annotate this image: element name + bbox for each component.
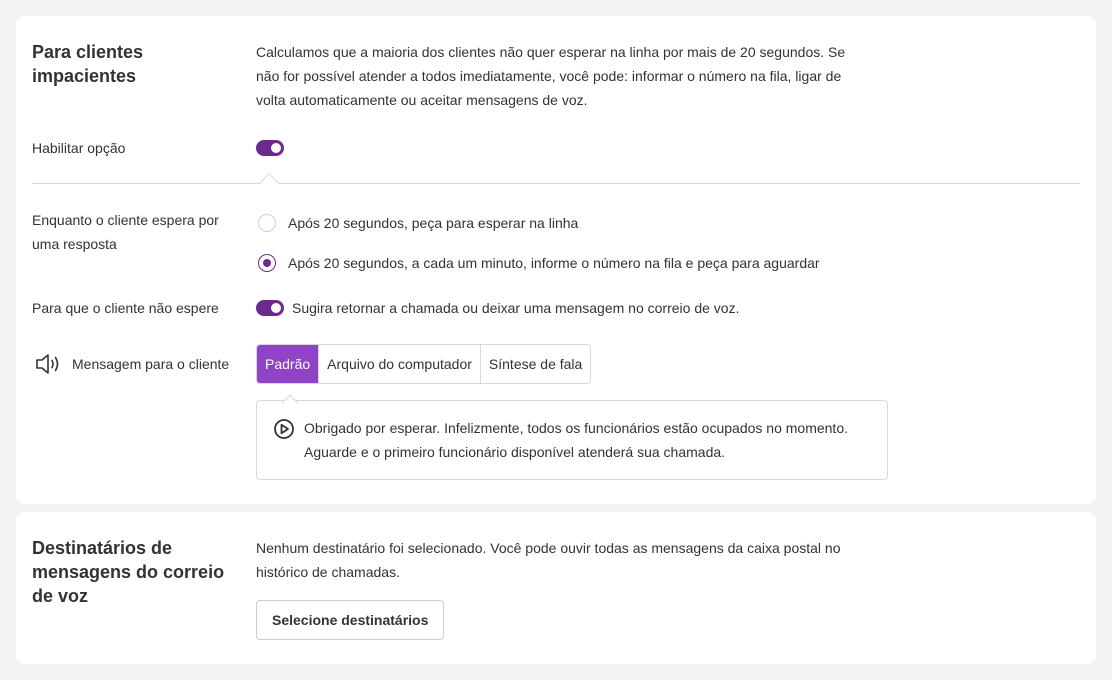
wait-option-2[interactable] <box>258 251 820 275</box>
message-preview <box>256 400 888 480</box>
play-icon[interactable] <box>273 418 295 440</box>
section-title: Destinatários de mensagens do correio de voz <box>32 538 225 606</box>
speaker-icon <box>36 353 62 375</box>
radio-button[interactable] <box>258 254 276 272</box>
message-text: Obrigado por esperar. Infelizmente, todos os funcionários estão ocupados no momento. Aguarde e o primeiro funcionário disponível atenderá sua chamada. <box>304 420 848 460</box>
radio-dot <box>263 259 271 267</box>
no-wait-label: Para que o cliente não espere <box>32 300 219 316</box>
radio-label: Após 20 segundos, peça para esperar na linha <box>288 215 579 231</box>
radio-label: Após 20 segundos, a cada um minuto, informe o número na fila e peça para aguardar <box>288 255 820 271</box>
no-wait-toggle[interactable] <box>256 300 284 316</box>
impatient-customers-card <box>16 16 1096 504</box>
toggle-knob <box>271 303 281 313</box>
toggle-knob <box>271 143 281 153</box>
wait-option-1[interactable] <box>258 211 578 235</box>
message-label: Mensagem para o cliente <box>72 356 230 372</box>
divider <box>32 183 1080 184</box>
enable-option-toggle[interactable] <box>256 140 284 156</box>
no-wait-toggle-text: Sugira retornar a chamada ou deixar uma mensagem no correio de voz. <box>292 300 740 316</box>
voicemail-recipients-card <box>16 512 1096 664</box>
tab-computer-file[interactable]: Arquivo do computador <box>318 345 480 383</box>
enable-option-label: Habilitar opção <box>32 140 126 156</box>
tab-default[interactable]: Padrão <box>257 345 318 383</box>
divider-pointer <box>259 173 279 193</box>
section-description: Calculamos que a maioria dos clientes não quer esperar na linha por mais de 20 segundos. Se não for possível atender a todos imediatamente, você pode: informar o número na fila, ligar de volta automaticamente ou aceitar mensagens de voz. <box>256 44 846 108</box>
message-source-tabs <box>256 344 591 384</box>
radio-button[interactable] <box>258 214 276 232</box>
select-recipients-button[interactable]: Selecione destinatários <box>256 600 444 640</box>
wait-label: Enquanto o cliente espera por uma resposta <box>32 212 219 252</box>
section-title: Para clientes impacientes <box>32 42 144 86</box>
tab-speech-synthesis[interactable]: Síntese de fala <box>480 345 590 383</box>
section-description: Nenhum destinatário foi selecionado. Você pode ouvir todas as mensagens da caixa postal no histórico de chamadas. <box>256 540 841 580</box>
